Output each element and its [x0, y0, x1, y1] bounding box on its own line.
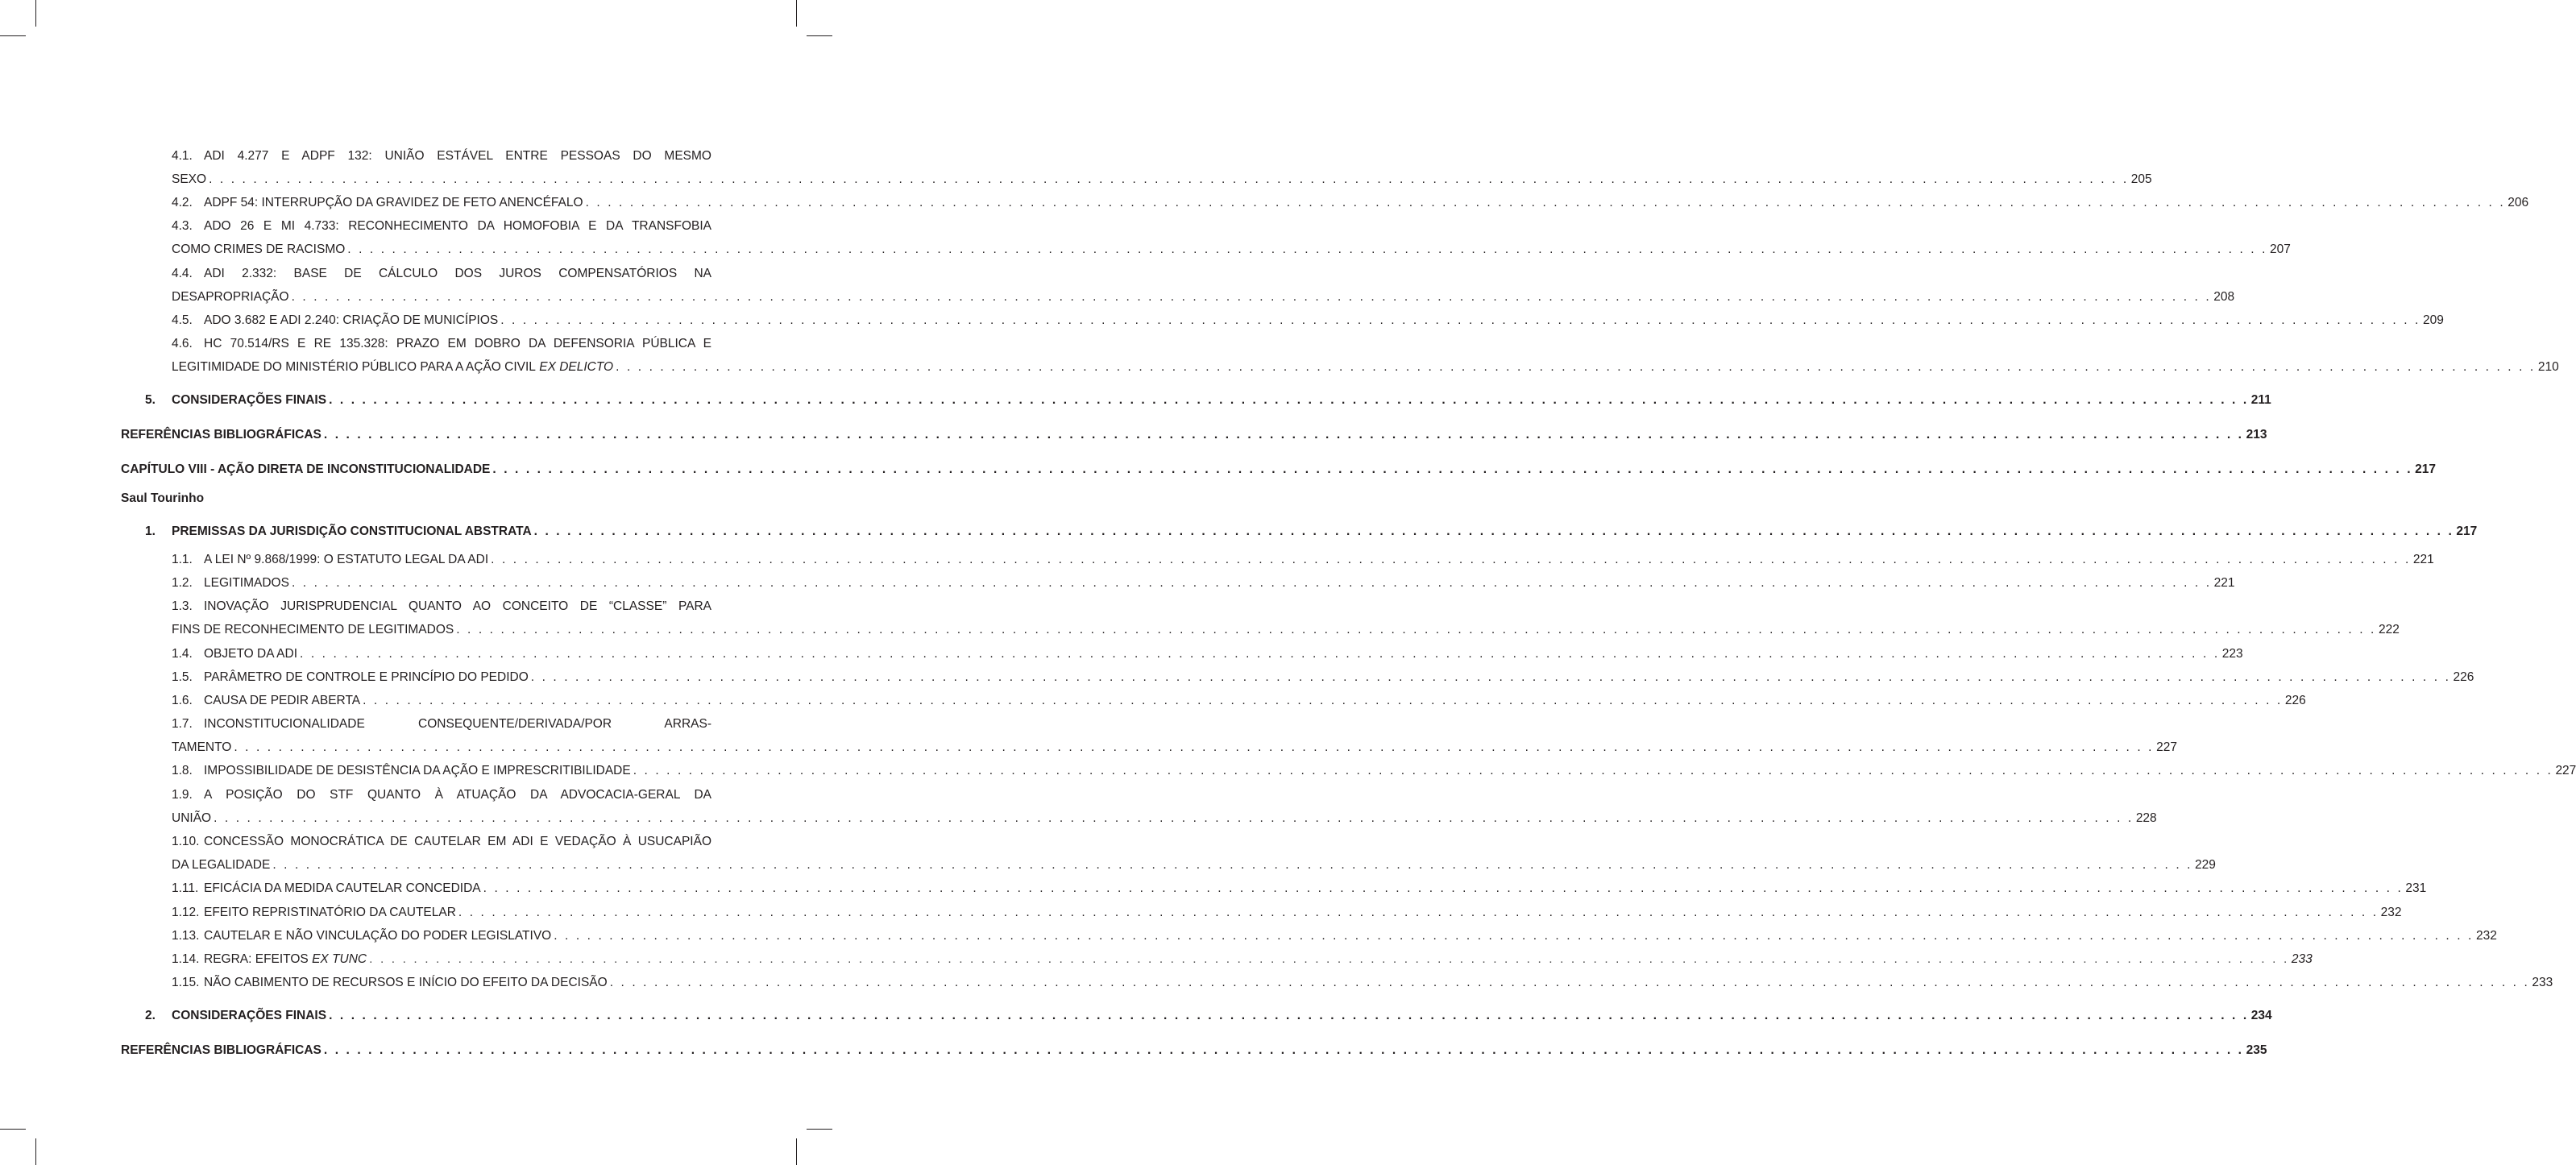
toc-entry-1-10-cont[interactable]	[121, 856, 2216, 875]
chapter-author	[121, 489, 711, 508]
toc-title: DA LEGALIDADE	[172, 858, 271, 872]
toc-entry-1-11[interactable]	[121, 879, 2427, 898]
dot-leader	[631, 761, 2556, 781]
toc-title: HC 70.514/RS E RE 135.328: PRAZO EM DOBRO DA DEFENSORIA PÚBLICA E	[204, 337, 711, 350]
dot-leader	[321, 425, 2246, 445]
toc-page-number: 235	[2246, 1043, 2267, 1057]
toc-title: ADI 2.332: BASE DE CÁLCULO DOS JUROS COMPENSATÓRIOS NA	[204, 267, 711, 280]
toc-entry-references-2[interactable]	[121, 1041, 2267, 1060]
toc-page-number: 208	[2213, 290, 2235, 304]
dot-leader	[608, 973, 2532, 993]
toc-entry-1-3[interactable]	[121, 597, 711, 616]
dot-leader	[326, 1006, 2251, 1026]
toc-title-italic: EX DELICTO	[539, 360, 614, 374]
toc-entry-4-1-cont[interactable]	[121, 170, 2152, 189]
toc-entry-1-4[interactable]	[121, 645, 2243, 664]
toc-title: NÃO CABIMENTO DE RECURSOS E INÍCIO DO EFEITO DA DECISÃO	[204, 976, 608, 989]
dot-leader	[206, 170, 2131, 189]
dot-leader	[488, 550, 2413, 570]
toc-page-number: 205	[2130, 172, 2152, 186]
dot-leader	[321, 1041, 2246, 1060]
toc-number: 1.5.	[172, 670, 193, 684]
dot-leader	[613, 358, 2538, 377]
toc-page-number: 232	[2475, 929, 2497, 943]
dot-leader	[367, 950, 2292, 969]
toc-page-number: 231	[2405, 881, 2427, 895]
dot-leader	[529, 668, 2454, 687]
crop-mark	[0, 35, 26, 36]
toc-entry-5[interactable]	[121, 391, 2271, 410]
toc-title: ADO 3.682 E ADI 2.240: CRIAÇÃO DE MUNICÍPIOS	[204, 313, 499, 327]
toc-title: ADPF 54: INTERRUPÇÃO DA GRAVIDEZ DE FETO ANENCÉFALO	[204, 196, 583, 209]
toc-title: OBJETO DA ADI	[204, 647, 298, 661]
crop-mark	[796, 1138, 797, 1165]
toc-number: 1.7.	[172, 717, 193, 731]
toc-page-number: 233	[2291, 952, 2313, 966]
toc-entry-1-14[interactable]	[121, 950, 2313, 969]
toc-title: CONSIDERAÇÕES FINAIS	[172, 1009, 327, 1022]
toc-entry-1-7-cont[interactable]	[121, 738, 2177, 757]
toc-page-number: 222	[2378, 623, 2400, 636]
toc-title: INOVAÇÃO JURISPRUDENCIAL QUANTO AO CONCEITO DE “CLASSE” PARA	[204, 599, 711, 613]
toc-number: 4.6.	[172, 337, 193, 350]
toc-entry-1[interactable]	[121, 522, 2478, 541]
toc-number: 1.6.	[172, 694, 193, 707]
toc-page-number: 226	[2453, 670, 2474, 684]
toc-page-number: 227	[2156, 740, 2177, 754]
dot-leader	[270, 856, 2195, 875]
toc-entry-chapter-viii[interactable]	[121, 460, 2436, 479]
toc-entry-1-7[interactable]	[121, 715, 711, 734]
toc-title: REFERÊNCIAS BIBLIOGRÁFICAS	[121, 428, 321, 442]
toc-entry-1-5[interactable]	[121, 668, 2474, 687]
dot-leader	[360, 691, 2285, 711]
toc-title: EFICÁCIA DA MEDIDA CAUTELAR CONCEDIDA	[204, 881, 481, 895]
toc-page-number: 217	[2456, 524, 2478, 538]
toc-page-number: 233	[2532, 976, 2553, 989]
toc-title: ADI 4.277 E ADPF 132: UNIÃO ESTÁVEL ENTRE PESSOAS DO MESMO	[204, 149, 711, 163]
toc-number: 1.14.	[172, 952, 200, 966]
toc-number: 4.2.	[172, 196, 193, 209]
toc-title: UNIÃO	[172, 811, 212, 825]
toc-page-number: 234	[2250, 1009, 2272, 1022]
toc-entry-1-13[interactable]	[121, 927, 2497, 946]
toc-title: EFEITO REPRISTINATÓRIO DA CAUTELAR	[204, 906, 456, 919]
toc-number: 1.2.	[172, 576, 193, 590]
toc-entry-1-9[interactable]	[121, 786, 711, 805]
toc-entry-4-4[interactable]	[121, 264, 711, 284]
toc-number: 2.	[145, 1009, 156, 1022]
toc-title: CONCESSÃO MONOCRÁTICA DE CAUTELAR EM ADI E VEDAÇÃO À USUCAPIÃO	[204, 835, 711, 848]
toc-page-number: 221	[2213, 576, 2235, 590]
toc-entry-1-10[interactable]	[121, 832, 711, 852]
toc-title: SEXO	[172, 172, 207, 186]
toc-page-number: 207	[2270, 243, 2291, 256]
toc-number: 1.9.	[172, 788, 193, 802]
dot-leader	[456, 903, 2381, 922]
toc-entry-4-3-cont[interactable]	[121, 240, 2291, 259]
toc-entry-4-4-cont[interactable]	[121, 288, 2235, 307]
toc-title: LEGITIMIDADE DO MINISTÉRIO PÚBLICO PARA A AÇÃO CIVIL	[172, 360, 536, 374]
toc-title: PREMISSAS DA JURISDIÇÃO CONSTITUCIONAL ABSTRATA	[172, 524, 532, 538]
dot-leader	[289, 574, 2214, 593]
toc-title: LEGITIMADOS	[204, 576, 289, 590]
dot-leader	[326, 391, 2251, 410]
toc-entry-4-1[interactable]	[121, 147, 711, 166]
toc-entry-1-2[interactable]	[121, 574, 2235, 593]
toc-entry-1-15[interactable]	[121, 973, 2553, 993]
toc-title: ADO 26 E MI 4.733: RECONHECIMENTO DA HOMOFOBIA E DA TRANSFOBIA	[204, 219, 711, 233]
toc-entry-1-8[interactable]	[121, 761, 2576, 781]
toc-title: A LEI Nº 9.868/1999: O ESTATUTO LEGAL DA ADI	[204, 553, 489, 566]
toc-entry-1-6[interactable]	[121, 691, 2306, 711]
toc-number: 1.15.	[172, 976, 200, 989]
toc-title: INCONSTITUCIONALIDADE CONSEQUENTE/DERIVADA/POR ARRAS-	[204, 717, 711, 731]
dot-leader	[289, 288, 2214, 307]
toc-page-number: 228	[2135, 811, 2157, 825]
toc-entry-1-1[interactable]	[121, 550, 2434, 570]
dot-leader	[211, 809, 2136, 828]
toc-page-number: 217	[2415, 462, 2436, 476]
toc-number: 4.5.	[172, 313, 193, 327]
toc-entry-1-12[interactable]	[121, 903, 2402, 922]
crop-mark	[35, 1138, 36, 1165]
toc-page-number: 223	[2221, 647, 2243, 661]
toc-title: CAPÍTULO VIII - AÇÃO DIRETA DE INCONSTITUCIONALIDADE	[121, 462, 491, 476]
toc-number: 1.	[145, 524, 156, 538]
toc-title: CAUTELAR E NÃO VINCULAÇÃO DO PODER LEGISLATIVO	[204, 929, 552, 943]
dot-leader	[532, 522, 2457, 541]
dot-leader	[345, 240, 2270, 259]
toc-number: 1.4.	[172, 647, 193, 661]
toc-title: IMPOSSIBILIDADE DE DESISTÊNCIA DA AÇÃO E IMPRESCRITIBILIDADE	[204, 764, 631, 777]
dot-leader	[231, 738, 2156, 757]
crop-mark	[807, 35, 832, 36]
toc-title: REFERÊNCIAS BIBLIOGRÁFICAS	[121, 1043, 321, 1057]
toc-page-number: 210	[2537, 360, 2559, 374]
author-name: Saul Tourinho	[121, 491, 205, 505]
toc-number: 4.4.	[172, 267, 193, 280]
toc-page-number: 221	[2412, 553, 2434, 566]
dot-leader	[498, 311, 2423, 330]
dot-leader	[481, 879, 2406, 898]
toc-title: CONSIDERAÇÕES FINAIS	[172, 393, 327, 407]
toc-title: A POSIÇÃO DO STF QUANTO À ATUAÇÃO DA ADVOCACIA-GERAL DA	[204, 788, 711, 802]
toc-page-number: 227	[2555, 764, 2576, 777]
toc-entry-4-6[interactable]	[121, 334, 711, 354]
toc-entry-4-3[interactable]	[121, 217, 711, 236]
toc-entry-1-9-cont[interactable]	[121, 809, 2157, 828]
toc-page-number: 232	[2380, 906, 2402, 919]
toc-number: 1.1.	[172, 553, 193, 566]
toc-title: COMO CRIMES DE RACISMO	[172, 243, 346, 256]
crop-mark	[0, 1129, 26, 1130]
toc-title-italic: EX TUNC	[312, 952, 367, 966]
toc-number: 4.1.	[172, 149, 193, 163]
toc-page-number: 226	[2284, 694, 2306, 707]
toc-number: 1.10.	[172, 835, 200, 848]
toc-number: 1.11.	[172, 881, 199, 895]
dot-leader	[297, 645, 2222, 664]
toc-entry-4-6-cont[interactable]	[121, 358, 2559, 377]
toc-entry-4-5[interactable]	[121, 311, 2444, 330]
toc-number: 1.12.	[172, 906, 200, 919]
dot-leader	[583, 193, 2508, 213]
crop-mark	[796, 0, 797, 27]
toc-title: REGRA: EFEITOS	[204, 952, 309, 966]
dot-leader	[490, 460, 2415, 479]
toc-entry-2[interactable]	[121, 1006, 2272, 1026]
toc-title: CAUSA DE PEDIR ABERTA	[204, 694, 361, 707]
toc-title: DESAPROPRIAÇÃO	[172, 290, 289, 304]
toc-title: PARÂMETRO DE CONTROLE E PRINCÍPIO DO PEDIDO	[204, 670, 529, 684]
toc-title: FINS DE RECONHECIMENTO DE LEGITIMADOS	[172, 623, 454, 636]
toc-entry-references[interactable]	[121, 425, 2267, 445]
toc-entry-1-3-cont[interactable]	[121, 620, 2400, 640]
toc-page-number: 209	[2422, 313, 2444, 327]
toc-title: TAMENTO	[172, 740, 232, 754]
toc-number: 1.3.	[172, 599, 193, 613]
dot-leader	[551, 927, 2476, 946]
crop-mark	[807, 1129, 832, 1130]
toc-number: 1.13.	[172, 929, 200, 943]
toc-page-number: 206	[2508, 196, 2529, 209]
toc-number: 4.3.	[172, 219, 193, 233]
toc-page-number: 211	[2250, 393, 2271, 407]
toc-page-number: 213	[2246, 428, 2267, 442]
toc-number: 1.8.	[172, 764, 193, 777]
toc-page-number: 229	[2195, 858, 2216, 872]
toc-number: 5.	[145, 393, 156, 407]
toc-entry-4-2[interactable]	[121, 193, 2529, 213]
crop-mark	[35, 0, 36, 27]
dot-leader	[454, 620, 2379, 640]
